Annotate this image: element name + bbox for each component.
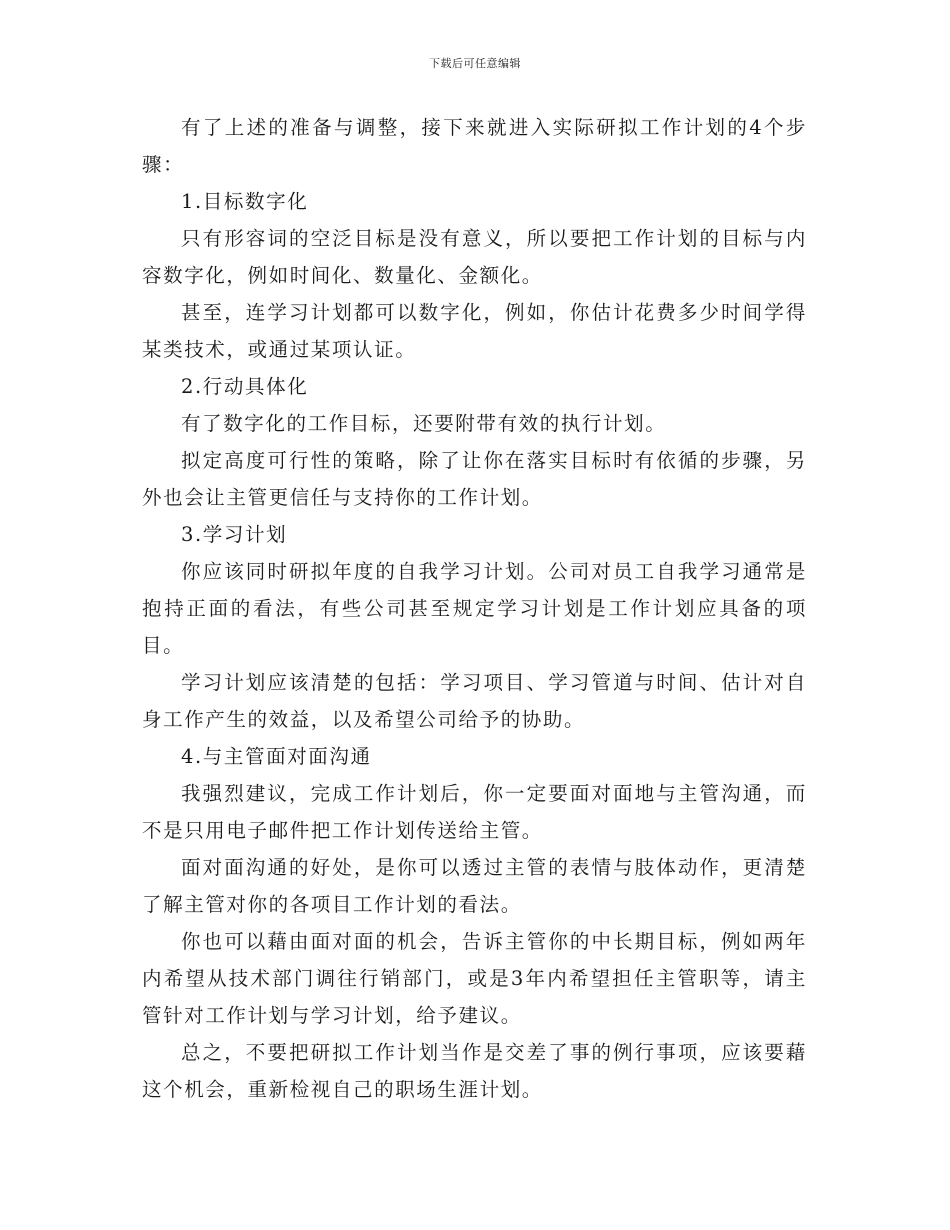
paragraph: 只有形容词的空泛目标是没有意义，所以要把工作计划的目标与内容数字化，例如时间化、数量化、金额化。: [142, 227, 807, 287]
paragraph: 甚至，连学习计划都可以数字化，例如，你估计花费多少时间学得某类技术，或通过某项认证。: [142, 301, 807, 361]
paragraph: 有了数字化的工作目标，还要附带有效的执行计划。: [181, 412, 667, 435]
paragraph: 你应该同时研拟年度的自我学习计划。公司对员工自我学习通常是抱持正面的看法，有些公司甚至规定学习计划是工作计划应具备的项目。: [142, 560, 807, 657]
section-heading-4: 4.与主管面对面沟通: [181, 745, 372, 768]
section-heading-3: 3.学习计划: [181, 523, 288, 546]
document-body: [142, 109, 807, 1108]
intro-paragraph: 有了上述的准备与调整，接下来就进入实际研拟工作计划的4个步骤：: [142, 116, 807, 176]
paragraph: 我强烈建议，完成工作计划后，你一定要面对面地与主管沟通，而不是只用电子邮件把工作计划传送给主管。: [142, 782, 807, 842]
page-header: 下载后可任意编辑: [429, 57, 521, 70]
paragraph: 面对面沟通的好处，是你可以透过主管的表情与肢体动作，更清楚了解主管对你的各项目工作计划的看法。: [142, 856, 807, 916]
section-heading-2: 2.行动具体化: [181, 375, 309, 398]
paragraph: 你也可以藉由面对面的机会，告诉主管你的中长期目标，例如两年内希望从技术部门调往行销部门，或是3年内希望担任主管职等，请主管针对工作计划与学习计划，给予建议。: [142, 930, 807, 1027]
paragraph: 学习计划应该清楚的包括：学习项目、学习管道与时间、估计对自身工作产生的效益，以及希望公司给予的协助。: [142, 671, 807, 731]
section-heading-1: 1.目标数字化: [181, 190, 309, 213]
closing-paragraph: 总之，不要把研拟工作计划当作是交差了事的例行事项，应该要藉这个机会，重新检视自己的职场生涯计划。: [142, 1041, 807, 1101]
paragraph: 拟定高度可行性的策略，除了让你在落实目标时有依循的步骤，另外也会让主管更信任与支持你的工作计划。: [142, 449, 807, 509]
